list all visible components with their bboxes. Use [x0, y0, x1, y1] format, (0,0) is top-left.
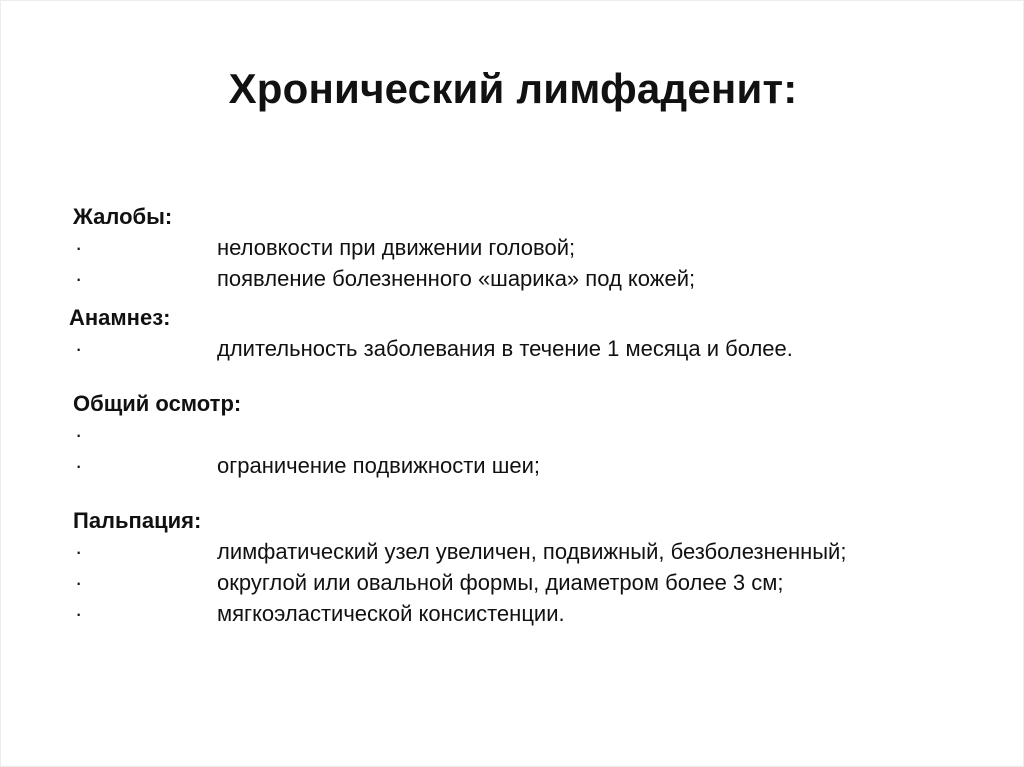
list-item-text: округлой или овальной формы, диаметром более 3 см; — [217, 570, 784, 595]
list-item — [73, 450, 973, 481]
bullet: · — [75, 539, 83, 564]
section-heading: Анамнез: — [69, 305, 171, 330]
bullet: · — [75, 570, 83, 595]
bullet: · — [75, 336, 83, 361]
bullet: · — [75, 422, 83, 447]
list-item-text: длительность заболевания в течение 1 месяца и более. — [217, 336, 793, 361]
list-item — [73, 536, 973, 567]
bullet: · — [75, 266, 83, 291]
slide-content — [69, 201, 973, 629]
section-heading: Жалобы: — [73, 204, 173, 229]
list-item-text: появление болезненного «шарика» под кожей; — [217, 266, 696, 291]
list-item — [73, 419, 973, 450]
section-anamnesis — [69, 302, 973, 364]
list-item — [73, 333, 973, 364]
list-item — [73, 598, 973, 629]
list-item — [73, 567, 973, 598]
section-heading: Общий осмотр: — [73, 391, 242, 416]
section-palpation — [73, 505, 973, 629]
bullet: · — [75, 453, 83, 478]
section-complaints — [73, 201, 973, 294]
slide-title: Хронический лимфаденит: — [228, 65, 798, 112]
section-heading: Пальпация: — [73, 508, 202, 533]
bullet: · — [75, 235, 83, 260]
list-item — [73, 263, 973, 294]
list-item-text: мягкоэластической консистенции. — [217, 601, 565, 626]
bullet: · — [75, 601, 83, 626]
section-general-exam — [73, 388, 973, 481]
list-item-text: лимфатический узел увеличен, подвижный, безболезненный; — [217, 539, 847, 564]
list-item-text: неловкости при движении головой; — [217, 235, 576, 260]
list-item-text: ограничение подвижности шеи; — [217, 453, 540, 478]
list-item — [73, 232, 973, 263]
